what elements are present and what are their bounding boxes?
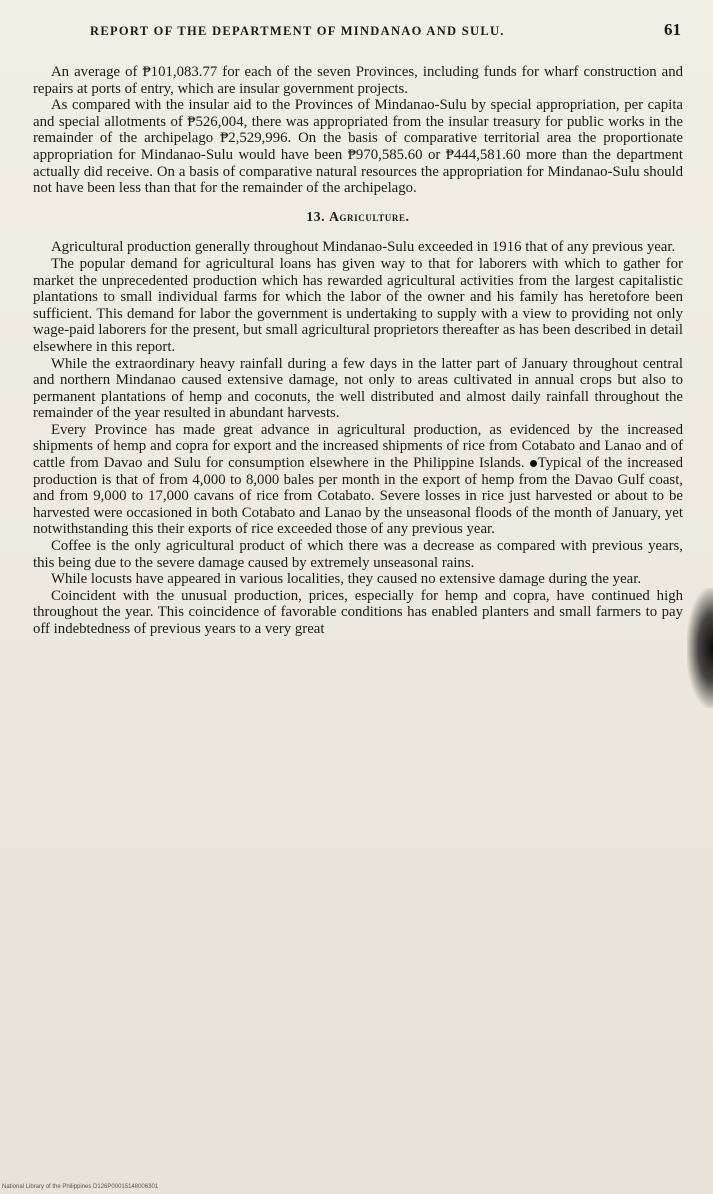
- scan-footer: National Library of the Philippines D126P00015148006301: [2, 1184, 159, 1190]
- running-head: REPORT OF THE DEPARTMENT OF MINDANAO AND SULU.: [90, 24, 505, 38]
- paragraph-rainfall: While the extraordinary heavy rainfall during a few days in the latter part of January throughout central and northern Mindanao caused extensive damage, not only to areas cultivated in annual crops but also to permanent plantations of hemp and coconuts, the well distributed and almost daily rainfall throughout the remainder of the year resulted in abundant harvests.: [33, 355, 683, 422]
- page-header: [76, 20, 689, 44]
- section-heading: [33, 209, 683, 226]
- section-number: 13.: [306, 208, 326, 224]
- province-text-before: Every Province has made great advance in agricultural production, as evidenced by the increased shipments of hemp and copra for export and the increased shipments of rice from Cotabato and Lanao and of cattle from Davao and Sulu for consumption elsewhere in the Philippine Islands.: [33, 421, 683, 472]
- body-text: [33, 64, 683, 638]
- paragraph-production: Agricultural production generally throughout Mindanao-Sulu exceeded in 1916 that of any previous year.: [51, 239, 676, 256]
- paragraph-prices: Coincident with the unusual production, prices, especially for hemp and copra, have continued high throughout the year. This coincidence of favorable conditions has enabled planters and small farmers to pay off indebtedness of previous years to a very great: [33, 587, 683, 637]
- page-edge-shadow: [687, 588, 713, 708]
- page-number: 61: [664, 20, 681, 39]
- ink-dot-mark: [530, 460, 537, 467]
- paragraph-labor-demand: The popular demand for agricultural loans has given way to that for laborers with which to gather for market the unprecedented production which has rewarded agricultural activities from the largest capitalistic plantations to small individual farms for which the labor of the owner and his family has heretofore been sufficient. This demand for labor the government is undertaking to supply with a view to providing not only wage-paid laborers for the present, but small agricultural proprietors thereafter as has been described in detail elsewhere in this report.: [33, 255, 683, 355]
- section-title: Agriculture.: [329, 208, 410, 224]
- paragraph-province-advance: [33, 422, 683, 538]
- paragraph-locusts: While locusts have appeared in various localities, they caused no extensive damage during the year.: [51, 571, 642, 588]
- paragraph-comparison: As compared with the insular aid to the Provinces of Mindanao-Sulu by special appropriation, per capita and special allotments of ₱526,004, there was appropriated from the insular treasury for public works in the remainder of the archipelago ₱2,529,996. On the basis of comparative territorial area the proportionate appropriation for Mindanao-Sulu would have been ₱970,585.60 or ₱444,581.60 more than the department actually did receive. On a basis of comparative natural resources the appropriation for Mindanao-Sulu should not have been less than that for the remainder of the archipelago.: [33, 97, 683, 197]
- paragraph-coffee: Coffee is the only agricultural product of which there was a decrease as compared with previous years, this being due to the severe damage caused by extremely unseasonal rains.: [33, 538, 683, 571]
- province-text-after: Typical of the increased production is that of from 4,000 to 8,000 bales per month in the export of hemp from the Davao Gulf coast, and from 9,000 to 17,000 cavans of rice from Cotabato. Severe losses in rice just harvested or about to be harvested were occasioned in both Cotabato and Lanao by the unseasonal floods of the month of January, yet notwithstanding this their exports of rice exceeded those of any previous year.: [33, 455, 683, 538]
- paragraph-average: An average of ₱101,083.77 for each of the seven Provinces, including funds for wharf construction and repairs at ports of entry, which are insular government projects.: [33, 64, 683, 97]
